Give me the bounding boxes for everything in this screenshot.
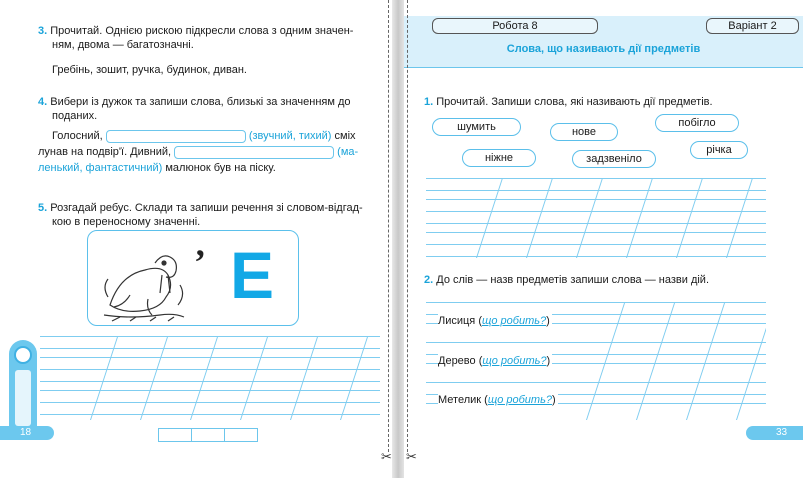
page-subtitle: Слова, що називають дії предметів (506, 43, 701, 55)
task-2-item-3: Метелик (що робить?) (438, 394, 556, 406)
task-4-hint-2b: ленький, фантастичний) (38, 162, 163, 174)
variant-label: Варіант 2 (706, 18, 799, 34)
item-hint: що робить? (482, 355, 547, 367)
writing-lines-left[interactable] (40, 336, 380, 420)
tab-circle-icon (14, 346, 32, 364)
task-4-number: 4. (38, 96, 48, 108)
task-4-s1-end: сміх (334, 130, 356, 142)
task-4-hint-2a: (ма- (337, 146, 359, 158)
rebus-apostrophe: ’ (194, 242, 206, 282)
cut-line-right (407, 0, 408, 452)
task-3-words: Гребінь, зошит, ручка, будинок, диван. (52, 64, 247, 76)
item-hint: що робить? (482, 315, 547, 327)
task-3 (38, 24, 383, 77)
item-word: Лисиця (438, 315, 476, 327)
task-5 (38, 201, 383, 229)
task-4-sentence-3 (38, 161, 383, 175)
rebus-box (87, 230, 299, 326)
task-4 (38, 95, 383, 175)
task-5-number: 5. (38, 202, 48, 214)
task-4-sentence-2 (38, 145, 383, 159)
page-number-left: 18 (0, 426, 54, 440)
work-title: Робота 8 (432, 18, 598, 34)
task-4-line1: Вибери із дужок та запиши слова, близькі за значенням до (50, 96, 351, 108)
answer-blank-2[interactable] (174, 146, 334, 159)
word-box: нове (550, 123, 618, 141)
task-1 (424, 95, 794, 109)
task-3-line2: ням, двома — багатозначні. (52, 39, 194, 51)
task-1-number: 1. (424, 96, 434, 108)
cut-line-left (388, 0, 389, 452)
task-1-instruction: Прочитай. Запиши слова, які називають дії предметів. (436, 96, 713, 108)
word-box: ніжне (462, 149, 536, 167)
word-box: річка (690, 141, 748, 159)
task-4-hint-1: (звучний, тихий) (248, 130, 332, 142)
score-boxes[interactable] (158, 428, 258, 442)
scissors-icon: ✂ (381, 450, 392, 465)
item-word: Дерево (438, 355, 476, 367)
score-box[interactable] (192, 429, 225, 441)
header-divider (404, 67, 803, 68)
right-page (404, 0, 803, 478)
item-hint: що робить? (487, 394, 552, 406)
task-4-s3-end: малюнок був на піску. (165, 162, 276, 174)
writing-lines-task-1[interactable] (426, 178, 766, 258)
walrus-icon (100, 235, 190, 325)
answer-blank-1[interactable] (106, 130, 246, 143)
task-2-instruction: До слів — назв предметів запиши слова — назви дій. (436, 274, 710, 286)
task-3-line1: Прочитай. Однією рискою підкресли слова з одним значен- (50, 25, 354, 37)
task-2 (424, 273, 794, 287)
item-word: Метелик (438, 394, 482, 406)
task-2-item-2: Дерево (що робить?) (438, 355, 551, 367)
left-page (0, 0, 394, 478)
word-box: шумить (432, 118, 521, 136)
task-4-line2: поданих. (52, 110, 98, 122)
tab-label-strip (15, 370, 31, 426)
word-box: задзвеніло (572, 150, 656, 168)
task-4-s2-text: лунав на подвір'ї. Дивний, (38, 146, 172, 158)
word-box: побігло (655, 114, 739, 132)
side-tab (9, 340, 37, 432)
rebus-letter: Е (230, 238, 275, 312)
task-5-line2: кою в переносному значенні. (52, 216, 201, 228)
task-4-sentence-1 (38, 129, 383, 143)
task-3-number: 3. (38, 25, 48, 37)
scissors-icon: ✂ (406, 450, 417, 465)
task-5-line1: Розгадай ребус. Склади та запиши речення зі словом-відгад- (50, 202, 363, 214)
task-2-number: 2. (424, 274, 434, 286)
score-box[interactable] (225, 429, 257, 441)
page-number-right: 33 (746, 426, 803, 440)
task-2-item-1: Лисиця (що робить?) (438, 315, 550, 327)
task-4-s1-text: Голосний, (52, 130, 103, 142)
score-box[interactable] (159, 429, 192, 441)
